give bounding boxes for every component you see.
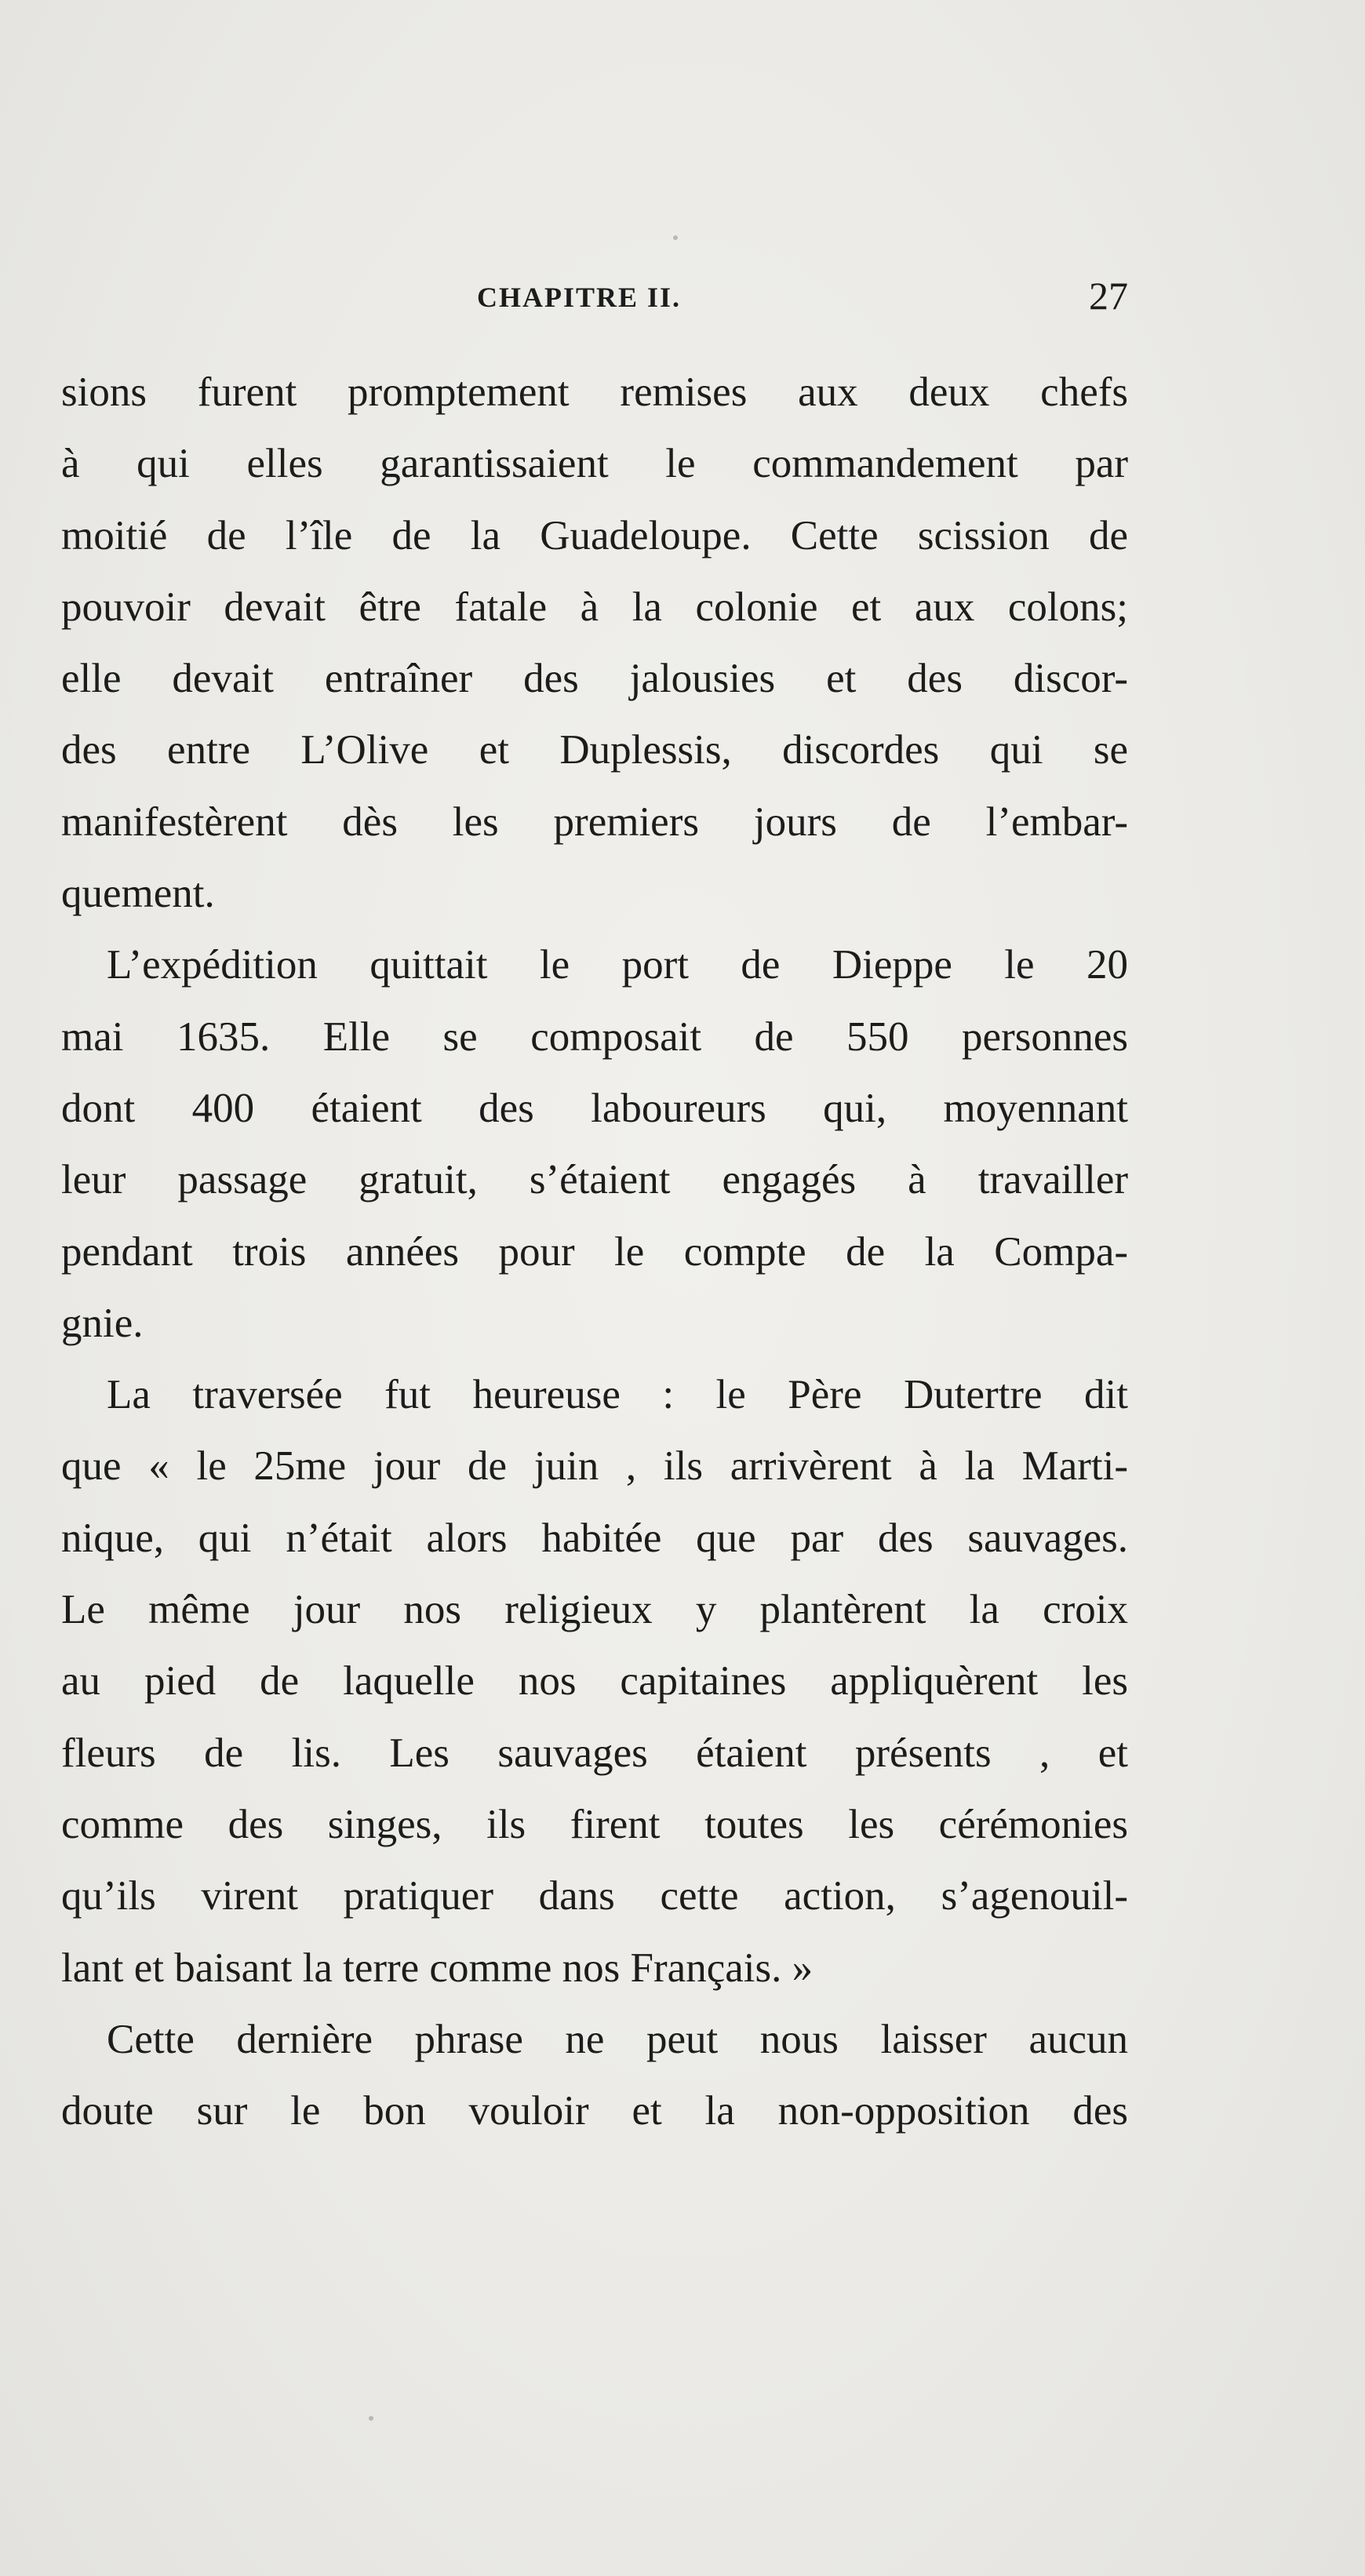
- text-line: manifestèrent dès les premiers jours de l’embar-: [61, 799, 1128, 845]
- text-line: mai 1635. Elle se composait de 550 personnes: [61, 1013, 1128, 1060]
- text-line: nique, qui n’était alors habitée que par des sauvages.: [61, 1515, 1128, 1561]
- text-line: dont 400 étaient des laboureurs qui, moyennant: [61, 1085, 1128, 1131]
- text-line: gnie.: [61, 1300, 144, 1346]
- text-line: sions furent promptement remises aux deux chefs: [61, 369, 1128, 415]
- paper-speck: [369, 2416, 373, 2421]
- text-line: quement.: [61, 871, 215, 917]
- text-line: leur passage gratuit, s’étaient engagés à travailler: [61, 1157, 1128, 1203]
- text-line: au pied de laquelle nos capitaines appliquèrent les: [61, 1658, 1128, 1705]
- text-line: lant et baisant la terre comme nos Français. »: [61, 1945, 814, 1991]
- text-line: que « le 25me jour de juin , ils arrivèrent à la Marti-: [61, 1443, 1128, 1490]
- text-line: fleurs de lis. Les sauvages étaient présents , et: [61, 1730, 1128, 1776]
- running-head: [61, 273, 1128, 328]
- text-line: Le même jour nos religieux y plantèrent la croix: [61, 1587, 1128, 1633]
- text-line: moitié de l’île de la Guadeloupe. Cette scission de: [61, 512, 1128, 558]
- text-line: des entre L’Olive et Duplessis, discordes qui se: [61, 727, 1128, 773]
- text-line: à qui elles garantissaient le commandement par: [61, 441, 1128, 487]
- paper-speck: [673, 235, 678, 240]
- text-line: Cette dernière phrase ne peut nous laisser aucun: [107, 2016, 1128, 2062]
- text-line: pendant trois années pour le compte de la Compa-: [61, 1228, 1128, 1275]
- text-line: qu’ils virent pratiquer dans cette action, s’agenouil-: [61, 1873, 1128, 1919]
- chapter-title: CHAPITRE II.: [477, 282, 682, 313]
- text-line: pouvoir devait être fatale à la colonie et aux colons;: [61, 584, 1128, 630]
- text-line: La traversée fut heureuse : le Père Dutertre dit: [107, 1372, 1128, 1418]
- text-line: elle devait entraîner des jalousies et des discor-: [61, 656, 1128, 702]
- text-line: L’expédition quittait le port de Dieppe le 20: [107, 942, 1128, 988]
- text-line: doute sur le bon vouloir et la non-opposition des: [61, 2088, 1128, 2134]
- text-line: comme des singes, ils firent toutes les cérémonies: [61, 1801, 1128, 1847]
- body-text: [61, 357, 1128, 2147]
- page-number: 27: [1089, 274, 1128, 318]
